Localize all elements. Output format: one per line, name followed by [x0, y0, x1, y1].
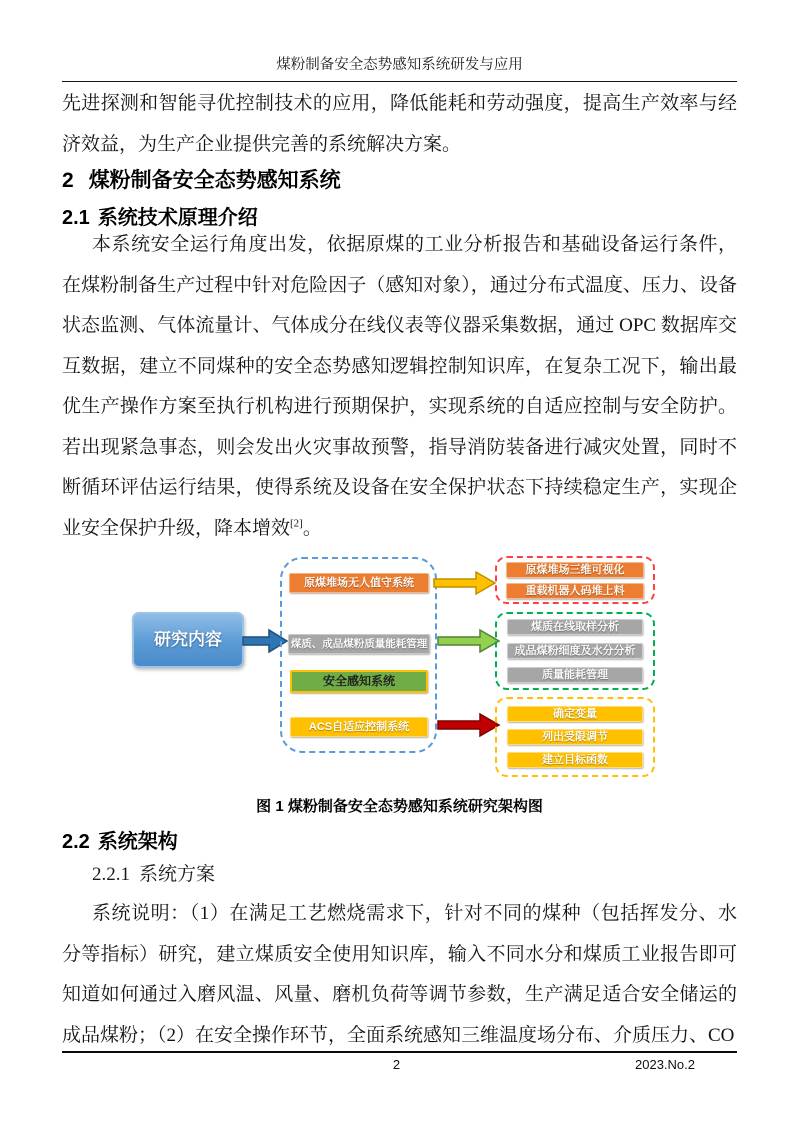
issue-label: 2023.No.2	[635, 1057, 695, 1072]
section-2-2-1-number: 2.2.1	[92, 864, 130, 885]
diagram-node-build-objective-function: 建立目标函数	[507, 752, 643, 768]
diagram-node-research-content: 研究内容	[132, 612, 244, 668]
section-2-1-number: 2.1	[62, 207, 90, 229]
footer-rule	[62, 1051, 737, 1053]
diagram-node-unattended-yard-system: 原煤堆场无人值守系统	[289, 573, 429, 593]
diagram-node-determine-variables: 确定变量	[507, 706, 643, 722]
citation-ref-2: [2]	[290, 517, 303, 530]
section-2-title: 煤粉制备安全态势感知系统	[88, 169, 341, 192]
figure-architecture-diagram	[62, 549, 737, 794]
paragraph-system-scheme: 系统说明：（1）在满足工艺燃烧需求下，针对不同的煤种（包括挥发分、水分等指标）研究，建立煤质安全使用知识库，输入不同水分和煤质工业报告即可知道如何通过入磨风温、风量、磨机负荷等调节参数，生产满足适合安全储运的成品煤粉；（2）在安全操作环节，全面系统感知三维温度场分布、介质压力、CO	[62, 903, 737, 1046]
section-2-2-number: 2.2	[62, 831, 90, 853]
diagram-node-online-sampling-analysis: 煤质在线取样分析	[507, 619, 643, 635]
page-number: 2	[392, 1057, 401, 1072]
diagram-node-quality-energy-mgmt: 质量能耗管理	[507, 667, 643, 683]
diagram-branch-optimization	[495, 697, 655, 777]
diagram-node-acs-adaptive-control: ACS自适应控制系统	[290, 717, 428, 737]
section-2-2-title: 系统架构	[97, 831, 178, 853]
diagram-branch-quality-analysis	[495, 612, 655, 690]
header-rule	[62, 81, 737, 82]
paragraph-tech-principle	[62, 225, 737, 549]
section-2-2-1-title: 系统方案	[139, 864, 216, 885]
section-2-2-heading	[62, 829, 737, 855]
figure-caption: 图 1 煤粉制备安全态势感知系统研究架构图	[256, 798, 543, 815]
running-header-title: 煤粉制备安全态势感知系统研发与应用	[276, 57, 523, 73]
paragraph-tech-text: 本系统安全运行角度出发，依据原煤的工业分析报告和基础设备运行条件，在煤粉制备生产过程中针对危险因子（感知对象），通过分布式温度、压力、设备状态监测、气体流量计、气体成分在线仪表等仪器采集数据，通过 OPC 数据库交互数据，建立不同煤种的安全态势感知逻辑控制知识库，在复杂工况下，输出最优生产操作方案至执行机构进行预期保护，实现系统的自适应控制与安全防护。若出现紧急事态，则会发出火灾事故预警，指导消防装备进行减灾处置，同时不断循环评估运行结果，使得系统及设备在安全保护状态下持续稳定生产，实现企业安全保护升级，降本增效	[62, 234, 737, 539]
page-body	[62, 84, 737, 1056]
diagram-node-yard-3d-visualization: 原煤堆场三维可视化	[506, 562, 644, 578]
red-arrow-icon	[437, 712, 501, 738]
diagram-node-heavy-robot-stacking: 重载机器人码堆上料	[506, 583, 644, 599]
paragraph-tech-period: 。	[302, 517, 322, 539]
diagram-branch-yard-visualization	[495, 556, 655, 604]
section-2-1-title: 系统技术原理介绍	[97, 207, 258, 229]
paragraph-intro: 先进探测和智能寻优控制技术的应用，降低能耗和劳动强度，提高生产效率与经济效益，为生产企业提供完善的系统解决方案。	[62, 93, 737, 155]
section-2-number: 2	[62, 169, 74, 192]
diagram-node-safety-perception-system: 安全感知系统	[290, 670, 428, 693]
green-arrow-icon	[437, 628, 501, 654]
section-2-2-1-heading	[62, 863, 737, 887]
section-2-heading	[62, 168, 737, 194]
yellow-arrow-icon	[433, 570, 497, 596]
diagram-node-quality-energy-management: 煤质、成品煤粉质量能耗管理	[288, 634, 430, 654]
diagram-node-list-constrained-adjustments: 列出受限调节	[507, 729, 643, 745]
diagram-node-fineness-moisture-analysis: 成品煤粉细度及水分分析	[507, 643, 643, 659]
